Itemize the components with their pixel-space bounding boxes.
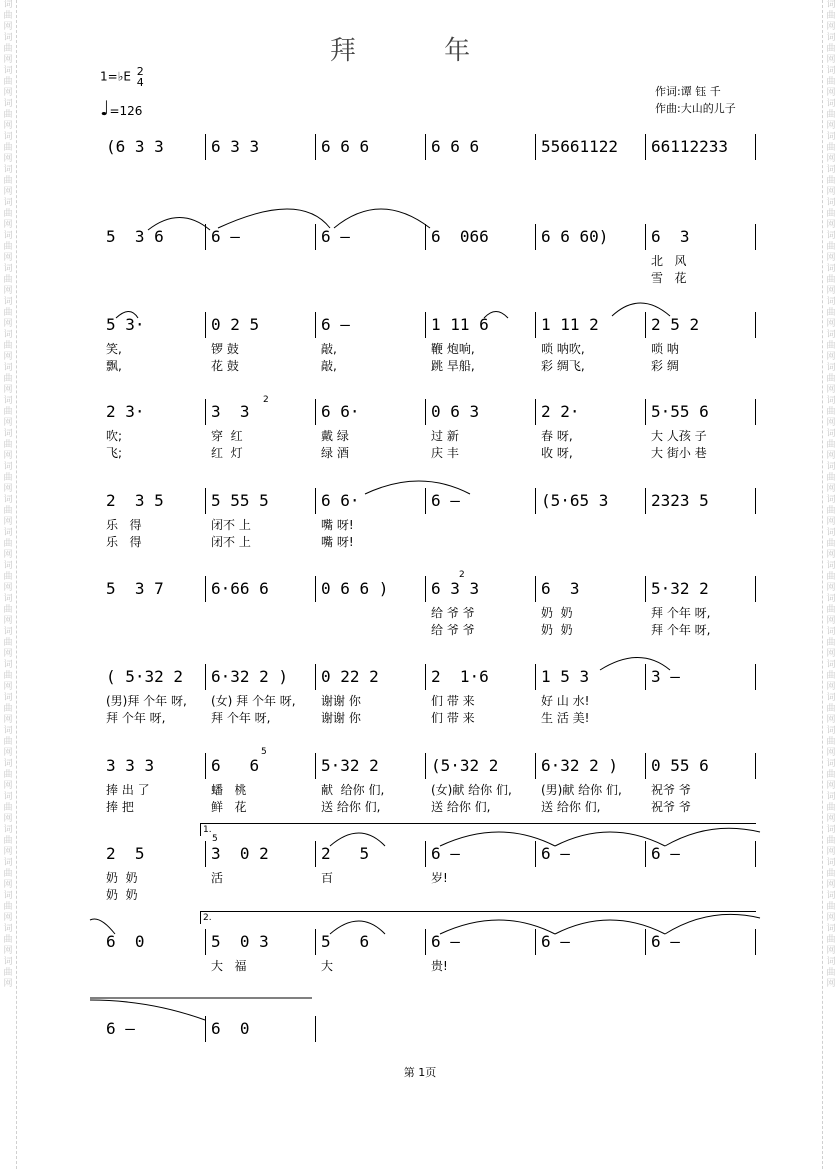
lyric-line: 谢谢 你 bbox=[321, 711, 361, 725]
measure-notes: 0 6 3 bbox=[431, 402, 480, 421]
measure-notes: (6 3 3 bbox=[106, 137, 164, 156]
key-note: E bbox=[123, 69, 131, 84]
measure-notes: 6 – bbox=[321, 227, 350, 246]
grace-note: 2 bbox=[459, 570, 465, 580]
measure-notes: 6·32 2 ) bbox=[211, 667, 289, 686]
lyric-line: (男)拜 个年 呀, bbox=[106, 694, 187, 708]
measure-notes: 6 – bbox=[321, 315, 350, 334]
lyric-line: 送 给你 们, bbox=[321, 800, 381, 814]
slur bbox=[440, 920, 555, 934]
flat-sign: ♭ bbox=[117, 69, 124, 84]
lyric-line: 过 新 bbox=[431, 429, 459, 443]
slur bbox=[440, 832, 555, 846]
lyric-line: 闭不 上 bbox=[211, 535, 251, 549]
volta-label: 2. bbox=[203, 913, 212, 923]
measure-notes: 6 3 bbox=[651, 227, 690, 246]
measure-notes: 5 3· bbox=[106, 315, 145, 334]
measure-notes: 6 – bbox=[106, 1019, 135, 1038]
lyric-line: 们 带 来 bbox=[431, 711, 475, 725]
measure-notes: 5·55 6 bbox=[651, 402, 709, 421]
slur bbox=[484, 312, 508, 319]
lyric-line: 春 呀, bbox=[541, 429, 573, 443]
lyric-line: 收 呀, bbox=[541, 446, 573, 460]
measure-notes: 6 – bbox=[651, 932, 680, 951]
measure-notes: 6 – bbox=[431, 491, 460, 510]
measure-notes: 3 – bbox=[651, 667, 680, 686]
slur bbox=[90, 919, 115, 934]
lyric-line: 大 街小 巷 bbox=[651, 446, 707, 460]
measure-notes: ( 5·32 2 bbox=[106, 667, 184, 686]
lyric-line: 给 爷 爷 bbox=[431, 606, 475, 620]
slur bbox=[330, 833, 385, 846]
lyric-line: 送 给你 们, bbox=[541, 800, 601, 814]
measure-notes: (5·65 3 bbox=[541, 491, 609, 510]
slur bbox=[665, 828, 760, 846]
slur bbox=[330, 921, 385, 934]
measure-notes: 55661122 bbox=[541, 137, 619, 156]
measure-notes: 2 5 bbox=[106, 844, 145, 863]
measure-notes: 5 0 3 bbox=[211, 932, 269, 951]
slur bbox=[90, 1000, 205, 1020]
measure-notes: 6 0 bbox=[211, 1019, 250, 1038]
grace-note: 2 bbox=[263, 395, 269, 405]
lyric-line: 活 bbox=[211, 871, 224, 885]
lyric-line: 飘, bbox=[106, 359, 122, 373]
measure-notes: 3 0 2 bbox=[211, 844, 269, 863]
lyric-line: 笑, bbox=[106, 342, 122, 356]
measure-notes: 0 55 6 bbox=[651, 756, 709, 775]
measure-notes: 1 11 2 bbox=[541, 315, 599, 334]
measure-notes: 6 – bbox=[541, 844, 570, 863]
measure-notes: 3 3 bbox=[211, 402, 250, 421]
measure-notes: 6 6 bbox=[211, 756, 260, 775]
measure-notes: 6 6 6 bbox=[321, 137, 370, 156]
lyric-line: 唢 呐吹, bbox=[541, 342, 585, 356]
measure-notes: 0 6 6 ) bbox=[321, 579, 389, 598]
key-label: 1= bbox=[100, 69, 118, 84]
measure-notes: 6 6· bbox=[321, 491, 360, 510]
quarter-note-icon: ♩ bbox=[100, 96, 110, 120]
composer: 作曲:大山的儿子 bbox=[655, 102, 736, 115]
lyric-line: 拜 个年 呀, bbox=[651, 606, 711, 620]
measure-notes: 6 0 bbox=[106, 932, 145, 951]
slur bbox=[555, 920, 665, 934]
measure-notes: 6 6 60) bbox=[541, 227, 609, 246]
lyric-line: 跳 旱船, bbox=[431, 359, 475, 373]
measure-notes: 6 6· bbox=[321, 402, 360, 421]
lyric-line: 奶 奶 bbox=[106, 888, 138, 902]
measure-notes: 5·32 2 bbox=[651, 579, 709, 598]
watermark-text: 词曲网词曲网词曲网词曲网词曲网词曲网词曲网词曲网词曲网词曲网词曲网词曲网词曲网词曲网词曲网词曲网词曲网词曲网词曲网词曲网词曲网词曲网词曲网词曲网词曲网词曲网词曲网词曲网词曲网词曲网 bbox=[826, 0, 836, 989]
measure-notes: 6 3 3 bbox=[211, 137, 260, 156]
slur bbox=[365, 481, 470, 494]
measure-notes: 1 5 3 bbox=[541, 667, 590, 686]
measure-notes: 6 3 3 bbox=[431, 579, 480, 598]
lyric-line: 嘴 呀! bbox=[321, 535, 354, 549]
measure-notes: 2 5 2 bbox=[651, 315, 700, 334]
measure-notes: 6 – bbox=[651, 844, 680, 863]
page-number: 第 1页 bbox=[403, 1066, 437, 1079]
lyric-line: 花 鼓 bbox=[211, 359, 239, 373]
lyric-line: (女) 拜 个年 呀, bbox=[211, 694, 296, 708]
measure-notes: 6·32 2 ) bbox=[541, 756, 619, 775]
lyric-line: 戴 绿 bbox=[321, 429, 349, 443]
measure-notes: 2 5 bbox=[321, 844, 370, 863]
lyric-line: 好 山 水! bbox=[541, 694, 590, 708]
measure-notes: 2 3· bbox=[106, 402, 145, 421]
measure-notes: 5 55 5 bbox=[211, 491, 269, 510]
slur bbox=[612, 303, 670, 316]
measure-notes: (5·32 2 bbox=[431, 756, 499, 775]
measure-notes: 2 1·6 bbox=[431, 667, 489, 686]
lyric-line: 红 灯 bbox=[211, 446, 243, 460]
lyric-line: 祝爷 爷 bbox=[651, 783, 691, 797]
measure-notes: 5 3 6 bbox=[106, 227, 164, 246]
measure-notes: 2 3 5 bbox=[106, 491, 164, 510]
lyric-line: 嘴 呀! bbox=[321, 518, 354, 532]
measure-notes: 6 6 6 bbox=[431, 137, 480, 156]
lyric-line: 鲜 花 bbox=[211, 800, 247, 814]
measure-notes: 0 2 5 bbox=[211, 315, 260, 334]
measure-notes: 3 3 3 bbox=[106, 756, 155, 775]
lyric-line: (女)献 给你 们, bbox=[431, 783, 512, 797]
measure-notes: 6·66 6 bbox=[211, 579, 269, 598]
slur bbox=[600, 658, 670, 671]
measure-notes: 6 066 bbox=[431, 227, 489, 246]
lyric-line: 捧 出 了 bbox=[106, 783, 150, 797]
lyric-line: 贵! bbox=[431, 959, 448, 973]
lyric-line: 生 活 美! bbox=[541, 711, 590, 725]
lyric-line: 拜 个年 呀, bbox=[211, 711, 271, 725]
lyric-line: 奶 奶 bbox=[106, 871, 138, 885]
volta-label: 1. bbox=[203, 825, 212, 835]
lyric-line: 鞭 炮响, bbox=[431, 342, 475, 356]
lyric-line: 祝爷 爷 bbox=[651, 800, 691, 814]
lyric-line: 奶 奶 bbox=[541, 606, 573, 620]
lyric-line: 庆 丰 bbox=[431, 446, 459, 460]
lyric-line: 奶 奶 bbox=[541, 623, 573, 637]
lyric-line: 岁! bbox=[431, 871, 448, 885]
measure-notes: 0 22 2 bbox=[321, 667, 379, 686]
slur bbox=[116, 312, 138, 319]
lyric-line: 乐 得 bbox=[106, 518, 142, 532]
song-title: 拜 年 bbox=[329, 36, 511, 66]
grace-note: 5 bbox=[212, 834, 218, 844]
lyric-line: 乐 得 bbox=[106, 535, 142, 549]
lyric-line: 绿 酒 bbox=[321, 446, 349, 460]
grace-note: 5 bbox=[261, 747, 267, 757]
lyric-line: 大 福 bbox=[211, 959, 247, 973]
measure-notes: 6 3 bbox=[541, 579, 580, 598]
measure-notes: 6 – bbox=[541, 932, 570, 951]
lyric-line: 给 爷 爷 bbox=[431, 623, 475, 637]
lyric-line: 北 风 bbox=[651, 254, 687, 268]
lyric-line: 彩 绸 bbox=[651, 359, 679, 373]
measure-notes: 1 11 6 bbox=[431, 315, 489, 334]
slur bbox=[334, 209, 430, 228]
measure-notes: 66112233 bbox=[651, 137, 729, 156]
lyric-line: 彩 绸飞, bbox=[541, 359, 585, 373]
watermark-text: 词曲网词曲网词曲网词曲网词曲网词曲网词曲网词曲网词曲网词曲网词曲网词曲网词曲网词曲网词曲网词曲网词曲网词曲网词曲网词曲网词曲网词曲网词曲网词曲网词曲网词曲网词曲网词曲网词曲网词曲网 bbox=[3, 0, 13, 989]
lyric-line: 敲, bbox=[321, 342, 337, 356]
measure-notes: 5 3 7 bbox=[106, 579, 164, 598]
lyric-line: 拜 个年 呀, bbox=[106, 711, 166, 725]
time-numerator: 2 bbox=[136, 65, 144, 78]
tempo-value: =126 bbox=[109, 104, 143, 118]
measure-notes: 5 6 bbox=[321, 932, 370, 951]
measure-notes: 6 – bbox=[431, 932, 460, 951]
lyric-line: 拜 个年 呀, bbox=[651, 623, 711, 637]
lyric-line: 们 带 来 bbox=[431, 694, 475, 708]
lyric-line: 雪 花 bbox=[651, 271, 687, 285]
lyric-line: 献 给你 们, bbox=[321, 783, 385, 797]
lyric-line: 捧 把 bbox=[106, 800, 134, 814]
lyric-line: 唢 呐 bbox=[651, 342, 679, 356]
lyric-line: 蟠 桃 bbox=[211, 783, 247, 797]
lyric-line: 飞; bbox=[106, 446, 123, 460]
measure-notes: 5·32 2 bbox=[321, 756, 379, 775]
lyric-line: 锣 鼓 bbox=[211, 342, 239, 356]
lyric-line: 大 bbox=[321, 959, 334, 973]
lyric-line: 穿 红 bbox=[211, 429, 243, 443]
measure-notes: 6 – bbox=[431, 844, 460, 863]
time-denominator: 4 bbox=[136, 76, 144, 89]
lyricist: 作词:谭 钰 千 bbox=[655, 85, 721, 98]
slur bbox=[555, 832, 665, 846]
lyric-line: 谢谢 你 bbox=[321, 694, 361, 708]
lyric-line: 送 给你 们, bbox=[431, 800, 491, 814]
lyric-line: 敲, bbox=[321, 359, 337, 373]
slur bbox=[148, 218, 210, 231]
measure-notes: 2 2· bbox=[541, 402, 580, 421]
measure-notes: 6 – bbox=[211, 227, 240, 246]
measure-notes: 2323 5 bbox=[651, 491, 709, 510]
lyric-line: 闭不 上 bbox=[211, 518, 251, 532]
slur bbox=[665, 914, 760, 934]
lyric-line: (男)献 给你 们, bbox=[541, 783, 622, 797]
lyric-line: 大 人孩 子 bbox=[651, 429, 707, 443]
lyric-line: 百 bbox=[321, 871, 334, 885]
slur bbox=[218, 209, 330, 228]
lyric-line: 吹; bbox=[106, 429, 123, 443]
